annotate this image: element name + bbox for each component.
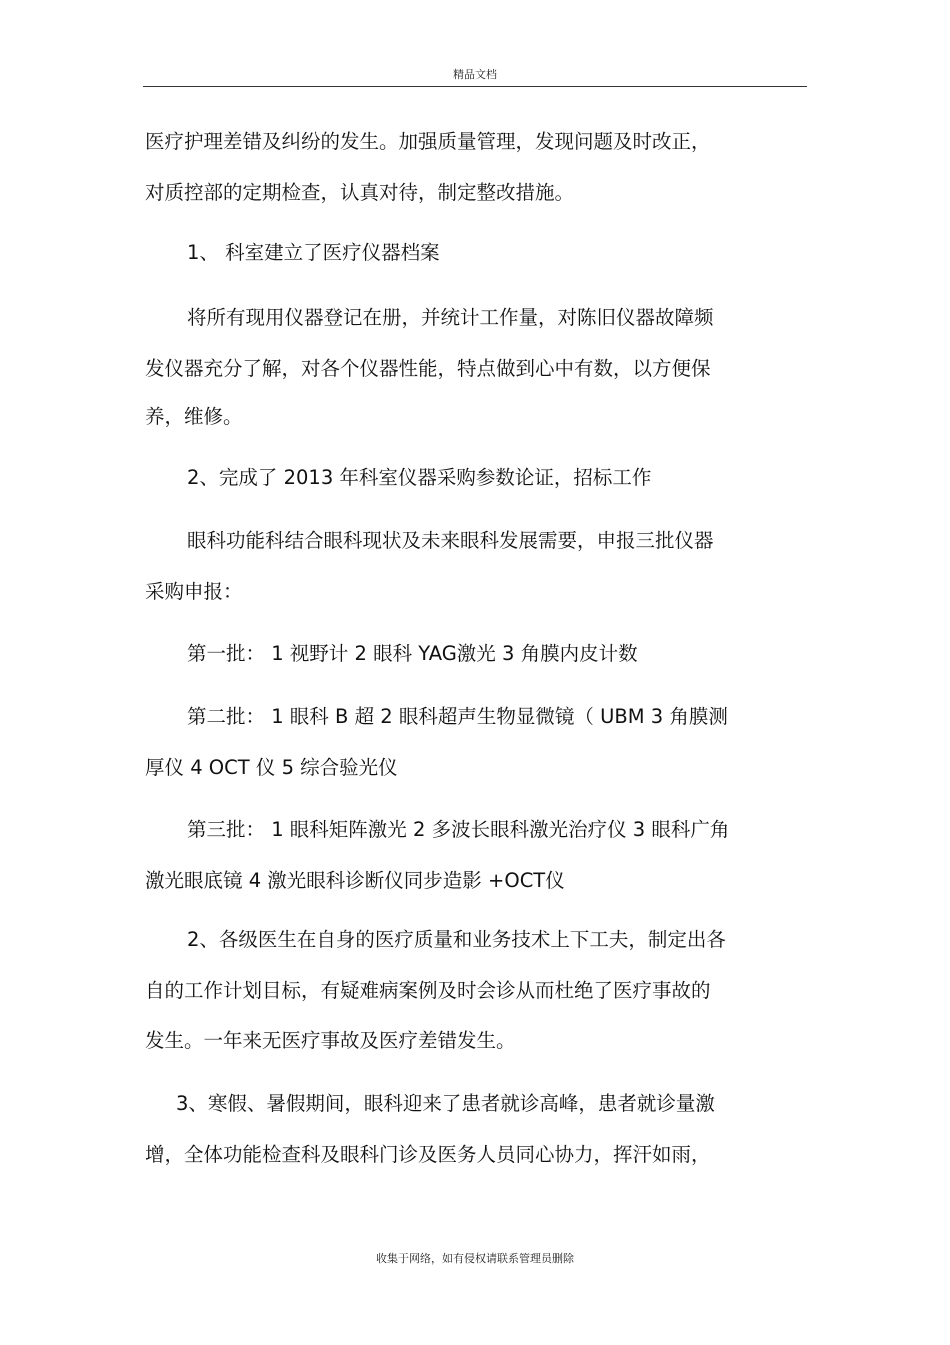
- batch-2-line: 第二批： 1 眼科 B 超 2 眼科超声生物显微镜（ UBM 3 角膜测: [187, 705, 728, 728]
- batch-3-line: 第三批： 1 眼科矩阵激光 2 多波长眼科激光治疗仪 3 眼科广角: [187, 818, 730, 841]
- page-header: 精品文档: [453, 68, 497, 81]
- text-line-1: 医疗护理差错及纠纷的发生。加强质量管理，发现问题及时改正，: [145, 130, 711, 153]
- text-line-4: 将所有现用仪器登记在册，并统计工作量，对陈旧仪器故障频: [187, 306, 714, 329]
- text-line-5: 发仪器充分了解，对各个仪器性能，特点做到心中有数，以方便保: [145, 357, 711, 380]
- text-line-9: 采购申报：: [145, 580, 243, 603]
- text-line-16: 自的工作计划目标，有疑难病案例及时会诊从而杜绝了医疗事故的: [145, 979, 711, 1002]
- section-heading-3: 2、各级医生在自身的医疗质量和业务技术上下工夫，制定出各: [187, 928, 726, 951]
- page-footer: 收集于网络，如有侵权请联系管理员删除: [376, 1252, 574, 1265]
- section-heading-4: 3、寒假、暑假期间，眼科迎来了患者就诊高峰，患者就诊量激: [176, 1092, 715, 1115]
- text-line-17: 发生。一年来无医疗事故及医疗差错发生。: [145, 1029, 516, 1052]
- section-heading-1: 1、 科室建立了医疗仪器档案: [187, 241, 440, 264]
- batch-3-continued: 激光眼底镜 4 激光眼科诊断仪同步造影 +OCT仪: [145, 869, 565, 892]
- text-line-19: 增，全体功能检查科及眼科门诊及医务人员同心协力，挥汗如雨，: [145, 1143, 711, 1166]
- text-line-6: 养，维修。: [145, 405, 243, 428]
- text-line-8: 眼科功能科结合眼科现状及未来眼科发展需要，申报三批仪器: [187, 529, 714, 552]
- text-line-2: 对质控部的定期检查，认真对待，制定整改措施。: [145, 181, 575, 204]
- batch-2-continued: 厚仪 4 OCT 仪 5 综合验光仪: [145, 756, 398, 779]
- header-divider: [143, 86, 807, 87]
- batch-1-line: 第一批： 1 视野计 2 眼科 YAG激光 3 角膜内皮计数: [187, 642, 638, 665]
- section-heading-2: 2、完成了 2013 年科室仪器采购参数论证，招标工作: [187, 466, 652, 489]
